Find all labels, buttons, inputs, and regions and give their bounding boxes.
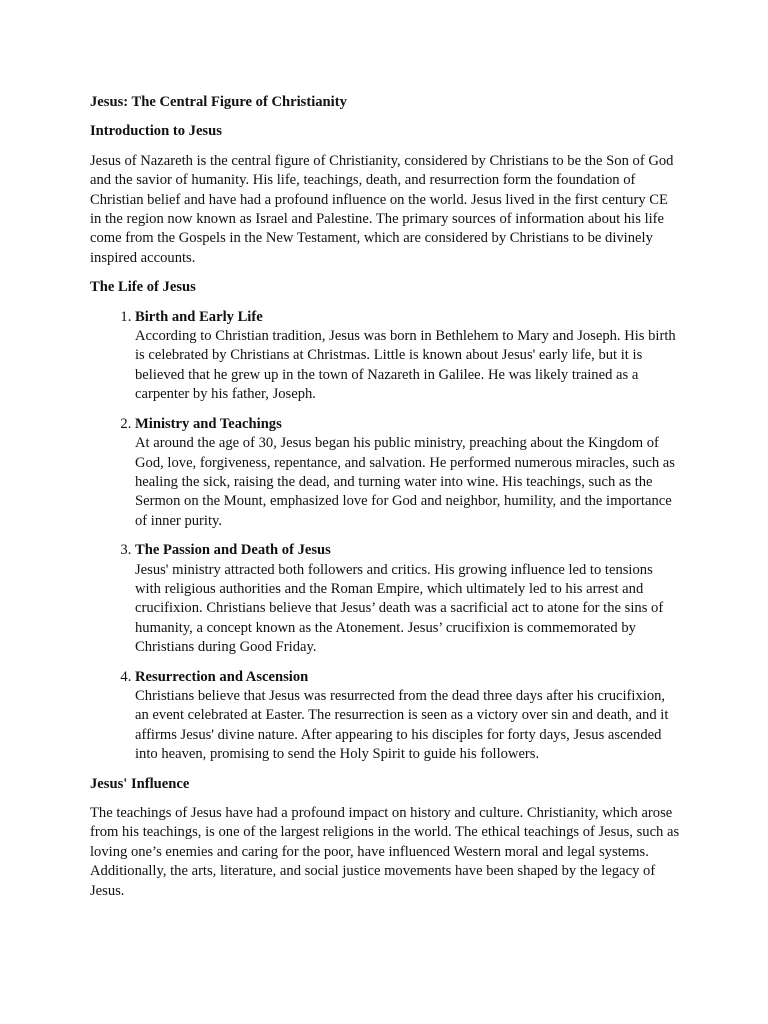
life-heading: The Life of Jesus <box>90 279 196 296</box>
influence-heading: Jesus' Influence <box>90 775 190 792</box>
list-item-text: Christians believe that Jesus was resurrected from the dead three days after his crucifixion, an event celebrated at Easter. The resurrection is seen as a victory over sin and death, and it affirms Jesus' divine nature. After appearing to his disciples for forty days, Jesus ascended into heaven, promising to send the Holy Spirit to guide his followers. <box>135 687 669 763</box>
list-item-title: 3. The Passion and Death of Jesus <box>135 542 331 559</box>
list-item-text: At around the age of 30, Jesus began his public ministry, preaching about the Kingdom of God, love, forgiveness, repentance, and salvation. He performed numerous miracles, such as healing the sick, raising the dead, and turning water into wine. His teachings, such as the Sermon on the Mount, emphasized love for God and neighbor, humility, and the importance of inner purity. <box>135 435 675 529</box>
intro-heading: Introduction to Jesus <box>90 123 222 140</box>
list-item-birth <box>135 308 682 405</box>
intro-paragraph: Jesus of Nazareth is the central figure of Christianity, considered by Christians to be the Son of God and the savior of humanity. His life, teachings, death, and resurrection form the foundation of Christian belief and have had a profound influence on the world. Jesus lived in the first century CE in the region now known as Israel and Palestine. The primary sources of information about his life come from the Gospels in the New Testament, which are considered by Christians to be divinely inspired accounts. <box>90 152 674 266</box>
list-item-passion <box>135 541 682 657</box>
list-item-title: 1. Birth and Early Life <box>135 308 263 325</box>
life-list <box>90 308 682 765</box>
list-item-title: 4. Resurrection and Ascension <box>135 668 309 685</box>
list-item-text: Jesus' ministry attracted both followers and critics. His growing influence led to tensions with religious authorities and the Roman Empire, which ultimately led to his arrest and crucifixion. Christians believe that Jesus’ death was a sacrificial act to atone for the sins of humanity, a concept known as the Atonement. Jesus’ crucifixion is commemorated by Christians during Good Friday. <box>135 561 664 656</box>
list-item-text: According to Christian tradition, Jesus was born in Bethlehem to Mary and Joseph. His birth is celebrated by Christians at Christmas. Little is known about Jesus' early life, but it is believed that he grew up in the town of Nazareth in Galilee. He was likely trained as a carpenter by his father, Joseph. <box>135 328 676 403</box>
list-item-resurrection <box>135 668 682 765</box>
list-item-title: 2. Ministry and Teachings <box>135 415 282 432</box>
list-item-ministry <box>135 415 682 531</box>
document-page <box>90 93 682 911</box>
document-title: Jesus: The Central Figure of Christianity <box>90 94 347 110</box>
influence-paragraph: The teachings of Jesus have had a profound impact on history and culture. Christianity, which arose from his teachings, is one of the largest religions in the world. The ethical teachings of Jesus, such as loving one’s enemies and caring for the poor, have influenced Western moral and legal systems. Additionally, the arts, literature, and social justice movements have been shaped by the legacy of Jesus. <box>90 805 680 899</box>
